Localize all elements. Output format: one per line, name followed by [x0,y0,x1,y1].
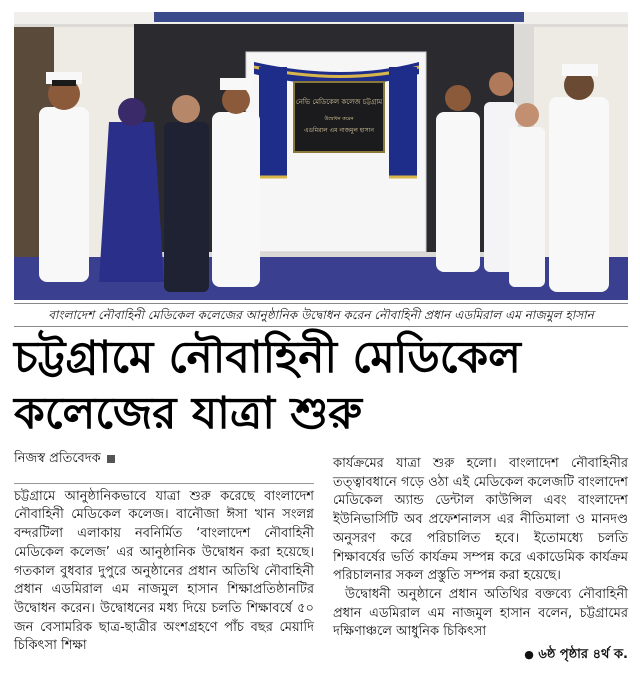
headline [14,330,628,442]
officer-figure-4 [549,64,609,292]
article-column-left [14,450,314,656]
civilian-figure [164,95,209,292]
article-paragraph-3: উদ্বোধনী অনুষ্ঠানে প্রধান অতিথির বক্তব্যে নৌবাহিনী প্রধান এডমিরাল এম নাজমুল হাসান বলেন, চট্টগ্রামের দক্ষিণাঞ্চলে আধুনিক চিকিৎসা [333,586,628,640]
continuation-text: ৬ষ্ঠ পৃষ্ঠার ৪র্থ ক. [538,647,628,663]
byline [14,450,314,469]
news-photo [14,12,628,300]
byline-text: নিজস্ব প্রতিবেদক [14,451,101,466]
plaque-line-1: নেভি মেডিকেল কলেজ চট্টগ্রাম [295,98,383,106]
continuation-note[interactable] [333,646,628,665]
plaque-line-2: উদ্বোধন করেন [324,116,354,122]
article-paragraph-1: চট্টগ্রামে আনুষ্ঠানিকভাবে যাত্রা শুরু করেছে বাংলাদেশ নৌবাহিনী মেডিকেল কলেজ। বানৌজা ঈসা খান সংলগ্ন বন্দরটিলা এলাকায় নবনির্মিত ‘বাংলাদেশ নৌবাহিনী মেডিকেল কলেজ’ এর আনুষ্ঠানিক উদ্বোধন করা হয়েছে। গতকাল বুধবার দুপুরে অনুষ্ঠানের প্রধান অতিথি নৌবাহিনী প্রধান এডমিরাল এম নাজমুল হাসান শিক্ষাপ্রতিষ্ঠানটির উদ্বোধন করেন। উদ্বোধনের মধ্য দিয়ে চলতি শিক্ষাবর্ষে ৫০ জন বেসামরিক ছাত্র-ছাত্রীর অংশগ্রহণে পাঁচ বছর মেয়াদি চিকিৎসা শিক্ষা [14,483,314,656]
bullet-icon: ● [524,648,534,662]
student-figure-2 [509,103,545,287]
article-column-right [333,455,628,665]
photo-caption: বাংলাদেশ নৌবাহিনী মেডিকেল কলেজের আনুষ্ঠানিক উদ্বোধন করেন নৌবাহিনী প্রধান এডমিরাল এম নাজমুল হাসান [14,303,628,327]
photo-scene [14,12,628,300]
square-bullet-icon [107,455,115,463]
headline-line-1: চট্টগ্রামে নৌবাহিনী মেডিকেল [14,332,521,383]
plaque-line-3: এডমিরাল এম নাজমুল হাসান [304,127,374,134]
article-paragraph-2: কার্যক্রমের যাত্রা শুরু হলো। বাংলাদেশ নৌবাহিনীর তত্ত্বাবধানে গড়ে ওঠা এই মেডিকেল কলেজটি বাংলাদেশ মেডিকেল অ্যান্ড ডেন্টাল কাউন্সিল এবং বাংলাদেশ ইউনিভার্সিটি অব প্রফেশনালস এর নীতিমালা ও মানদণ্ড অনুসরণ করে পরিচালিত হবে। ইতোমধ্যে চলতি শিক্ষাবর্ষের ভর্তি কার্যক্রম সম্পন্ন করে একাডেমিক কার্যক্রম পরিচালনার সকল প্রস্তুতি সম্পন্ন করা হয়েছে। [333,456,628,584]
headline-line-2: কলেজের যাত্রা শুরু [14,388,362,439]
officer-figure-3 [436,85,480,272]
